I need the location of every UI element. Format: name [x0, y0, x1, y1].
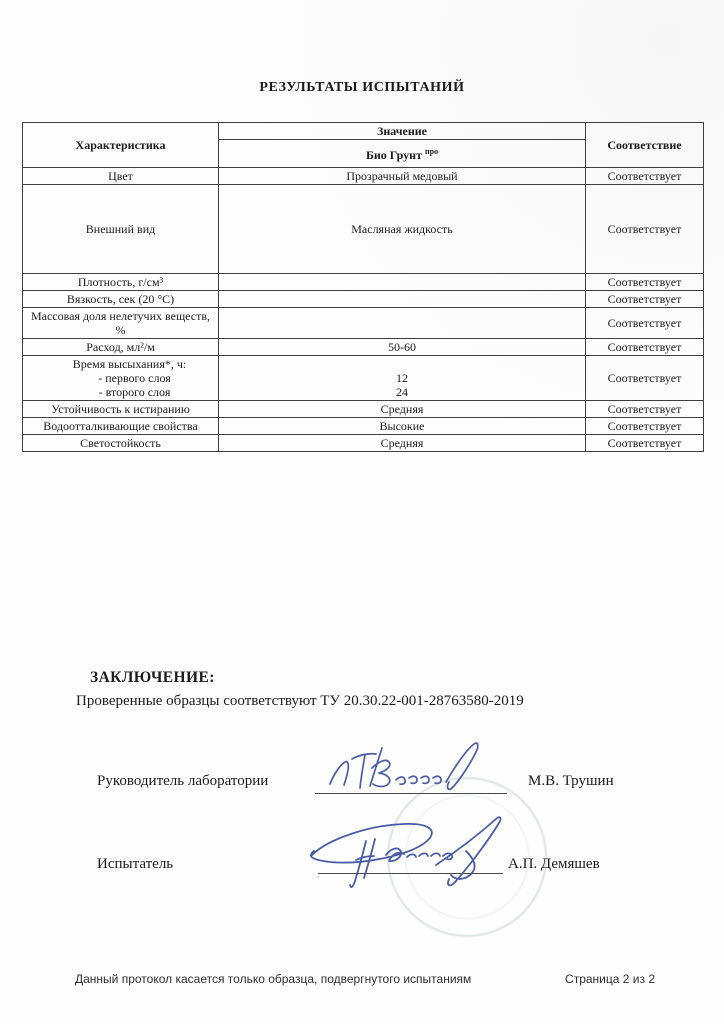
row-conformity: Соответствует [586, 339, 704, 356]
row-name: Плотность, г/см³ [23, 274, 219, 291]
row-value [219, 291, 586, 308]
signature-role-lab-head: Руководитель лаборатории [97, 773, 269, 789]
row-name: Цвет [23, 168, 219, 185]
row-conformity: Соответствует [586, 308, 704, 339]
table-row-mass-fraction [23, 308, 704, 339]
row-name: Водоотталкивающие свойства [23, 418, 219, 435]
header-value: Значение [219, 123, 586, 140]
page-title: РЕЗУЛЬТАТЫ ИСПЫТАНИЙ [259, 80, 465, 95]
row-name: Массовая доля нелетучих веществ, % [23, 308, 219, 339]
table-header-row-1 [23, 123, 704, 140]
row-value: Масляная жидкость [219, 185, 586, 274]
row-conformity: Соответствует [586, 435, 704, 452]
drying-value-first: 12 [396, 371, 408, 385]
row-conformity: Соответствует [586, 356, 704, 401]
row-name: Вязкость, сек (20 °С) [23, 291, 219, 308]
table-row-drying-time [23, 356, 704, 401]
drying-second-layer: - второго слоя [98, 385, 171, 399]
footer-note: Данный протокол касается только образца, подвергнутого испытаниям [75, 972, 472, 986]
signature-role-tester: Испытатель [97, 856, 174, 872]
signature-name-tester: А.П. Демяшев [508, 856, 600, 872]
drying-value-second: 24 [396, 385, 408, 399]
row-conformity: Соответствует [586, 401, 704, 418]
row-value [219, 308, 586, 339]
row-name: Расход, мл²/м [23, 339, 219, 356]
table-row-abrasion [23, 401, 704, 418]
row-name: Светостойкость [23, 435, 219, 452]
signature-ink-tester [298, 803, 526, 903]
drying-value-blank [222, 357, 582, 371]
row-conformity: Соответствует [586, 168, 704, 185]
signature-name-lab-head: М.В. Трушин [528, 773, 614, 789]
row-conformity: Соответствует [586, 185, 704, 274]
product-name: Био Грунт [365, 148, 422, 162]
footer-page-number: Страница 2 из 2 [565, 972, 655, 986]
page-footer [75, 972, 655, 986]
table-row-density [23, 274, 704, 291]
signature-ink-lab-head [318, 736, 508, 798]
conclusion-heading: ЗАКЛЮЧЕНИЕ: [90, 669, 215, 686]
row-conformity: Соответствует [586, 291, 704, 308]
product-superscript: про [425, 147, 439, 156]
row-value: Высокие [219, 418, 586, 435]
row-value: 50-60 [219, 339, 586, 356]
row-name-multiline [23, 356, 219, 401]
row-name: Внешний вид [23, 185, 219, 274]
row-conformity: Соответствует [586, 418, 704, 435]
row-value: Прозрачный медовый [219, 168, 586, 185]
header-characteristic: Характеристика [23, 123, 219, 168]
table-row-viscosity [23, 291, 704, 308]
table-row-appearance [23, 185, 704, 274]
header-conformity: Соответствие [586, 123, 704, 168]
table-row-consumption [23, 339, 704, 356]
header-product [219, 140, 586, 168]
row-name: Устойчивость к истиранию [23, 401, 219, 418]
drying-first-layer: - первого слоя [98, 371, 171, 385]
results-table [22, 122, 704, 452]
table-row-water-repellent [23, 418, 704, 435]
row-value: Средняя [219, 435, 586, 452]
row-value: Средняя [219, 401, 586, 418]
row-conformity: Соответствует [586, 274, 704, 291]
conclusion-text: Проверенные образцы соответствуют ТУ 20.30.22-001-28763580-2019 [76, 693, 524, 709]
drying-title: Время высыхания*, ч: [72, 357, 187, 371]
table-row-light-fastness [23, 435, 704, 452]
row-value [219, 274, 586, 291]
row-value-multiline [219, 356, 586, 401]
table-row-color [23, 168, 704, 185]
